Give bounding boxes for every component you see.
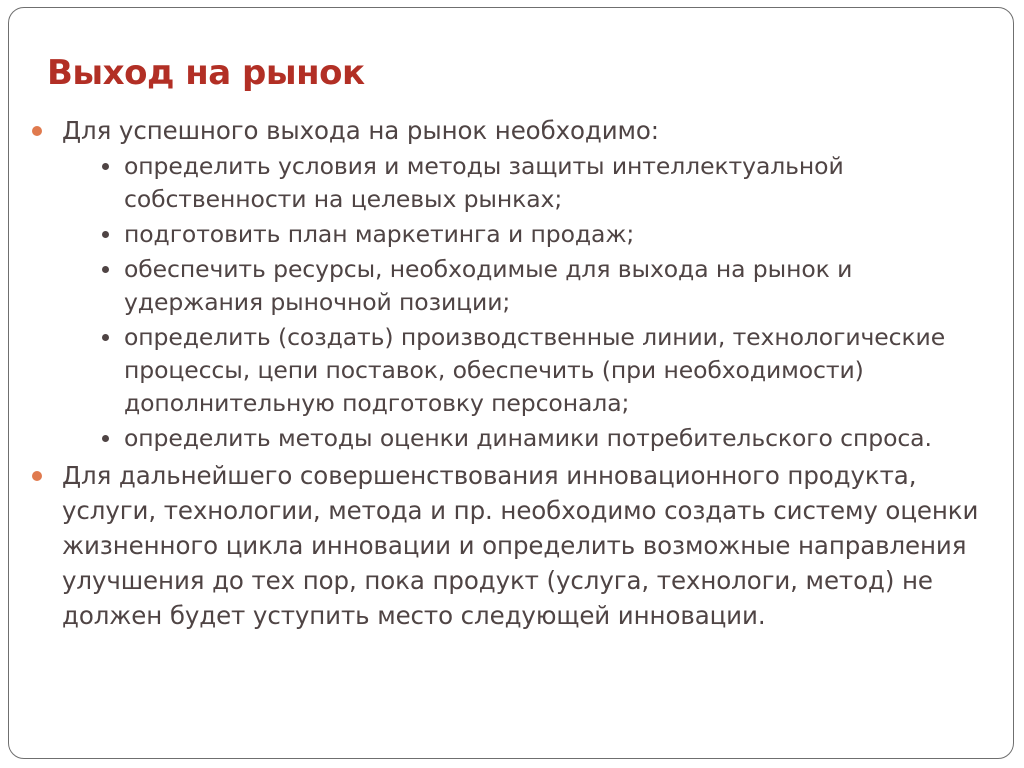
bullet-text: Для успешного выхода на рынок необходимо:	[62, 116, 659, 145]
sub-bullet-text: определить (создать) производственные линии, технологические процессы, цепи поставок, обеспечить (при необходимости) дополнительную подготовку персонала;	[124, 323, 946, 417]
sub-bullet-dot-icon	[102, 231, 109, 238]
bullet-dot-icon	[32, 126, 42, 136]
slide-title: Выход на рынок	[47, 53, 365, 93]
sub-bullet-text: обеспечить ресурсы, необходимые для выхода на рынок и удержания рыночной позиции;	[124, 255, 853, 316]
bullet-dot-icon	[32, 471, 42, 481]
slide-content	[30, 113, 990, 633]
sub-bullet-item	[62, 253, 990, 319]
bullet-text: Для дальнейшего совершенствования инновационного продукта, услуги, технологии, метода и пр. необходимо создать систему оценки жизненного цикла инновации и определить возможные направления улучшения до тех пор, пока продукт (услуга, технологи, метод) не должен будет уступить место следующей инновации.	[62, 461, 979, 630]
sub-bullet-dot-icon	[102, 334, 109, 341]
sub-bullet-item	[62, 321, 990, 420]
sub-bullet-list	[62, 150, 990, 455]
sub-bullet-text: определить методы оценки динамики потребительского спроса.	[124, 424, 932, 452]
sub-bullet-text: подготовить план маркетинга и продаж;	[124, 220, 635, 248]
bullet-item	[30, 458, 990, 633]
sub-bullet-dot-icon	[102, 266, 109, 273]
sub-bullet-item	[62, 150, 990, 216]
sub-bullet-dot-icon	[102, 435, 109, 442]
sub-bullet-text: определить условия и методы защиты интеллектуальной собственности на целевых рынках;	[124, 152, 844, 213]
sub-bullet-dot-icon	[102, 163, 109, 170]
sub-bullet-item	[62, 218, 990, 251]
sub-bullet-item	[62, 422, 990, 455]
bullet-item	[30, 113, 990, 455]
